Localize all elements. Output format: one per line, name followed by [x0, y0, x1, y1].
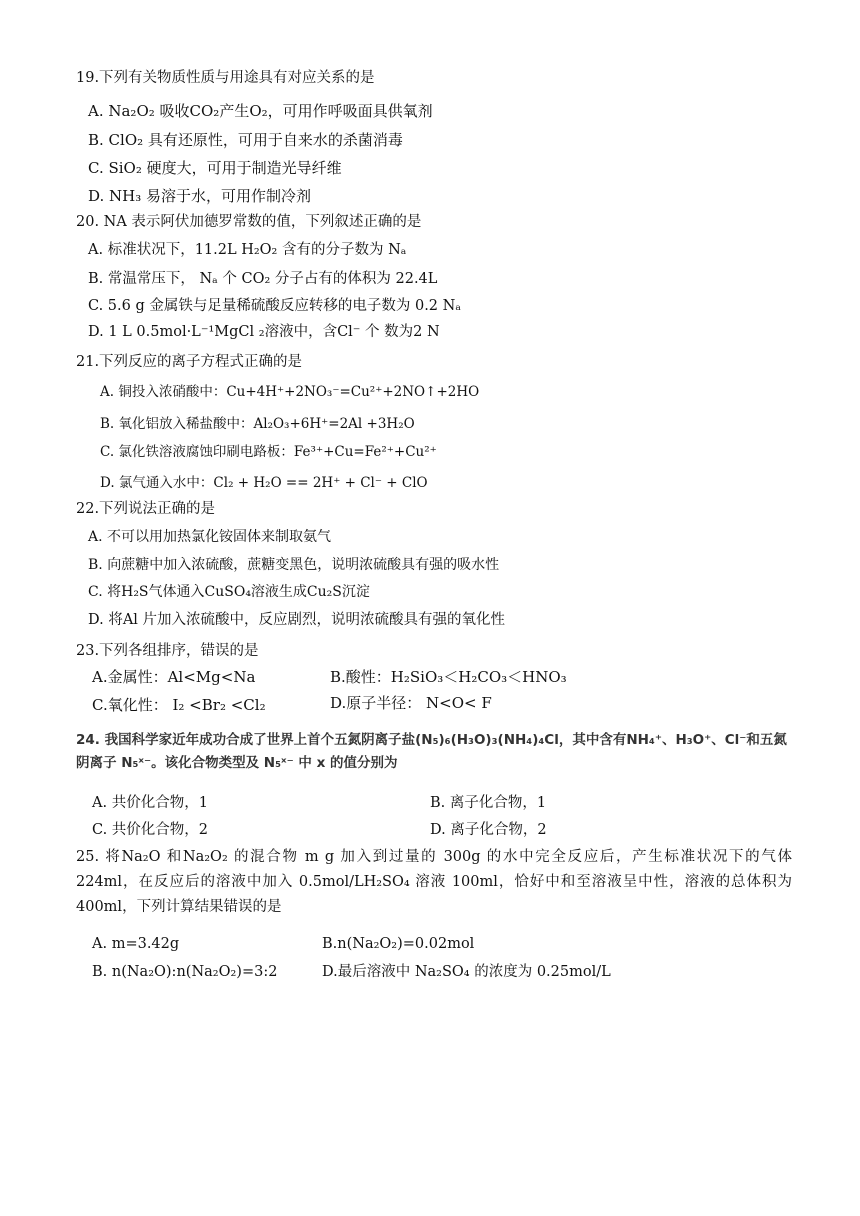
question-25-option-a: A. m=3.42g	[92, 936, 180, 952]
question-24-option-b: B. 离子化合物，1	[430, 795, 547, 811]
question-23-stem: 23.下列各组排序，错误的是	[76, 643, 259, 659]
question-20-option-b: B. 常温常压下， Nₐ 个 CO₂ 分子占有的体积为 22.4L	[88, 271, 438, 287]
question-24-option-a: A. 共价化合物，1	[92, 795, 208, 811]
question-23-option-c: C.氧化性： I₂ <Br₂ <Cl₂	[92, 696, 266, 714]
question-21-option-a: A. 铜投入浓硝酸中：Cu+4H⁺+2NO₃⁻=Cu²⁺+2NO↑+2HO	[100, 384, 480, 400]
question-22-option-d: D. 将Al 片加入浓硫酸中，反应剧烈，说明浓硫酸具有强的氧化性	[88, 612, 506, 628]
question-20-stem: 20. NA 表示阿伏加德罗常数的值，下列叙述正确的是	[76, 214, 422, 230]
question-25-option-d: D.最后溶液中 Na₂SO₄ 的浓度为 0.25mol/L	[322, 964, 611, 980]
question-19-stem: 19.下列有关物质性质与用途具有对应关系的是	[76, 70, 375, 86]
question-20-option-d: D. 1 L 0.5mol·L⁻¹MgCl ₂溶液中，含Cl⁻ 个 数为2 N	[88, 324, 440, 340]
question-23-option-b: B.酸性：H₂SiO₃＜H₂CO₃＜HNO₃	[330, 668, 567, 686]
question-22-option-c: C. 将H₂S气体通入CuSO₄溶液生成Cu₂S沉淀	[88, 584, 370, 600]
question-22-option-a: A. 不可以用加热氯化铵固体来制取氨气	[88, 529, 332, 545]
question-21-stem: 21.下列反应的离子方程式正确的是	[76, 354, 303, 370]
question-21-option-c: C. 氯化铁溶液腐蚀印刷电路板：Fe³⁺+Cu=Fe²⁺+Cu²⁺	[100, 444, 437, 460]
question-19-option-d: D. NH₃ 易溶于水，可用作制冷剂	[88, 187, 312, 205]
question-22-stem: 22.下列说法正确的是	[76, 501, 216, 517]
question-25-stem: 25. 将Na₂O 和Na₂O₂ 的混合物 m g 加入到过量的 300g 的水中完全反应后，产生标准状况下的气体 224ml，在反应后的溶液中加入 0.5mol/LH₂SO₄ 溶液 100ml，恰好中和至溶液呈中性，溶液的总体积为 400ml，下列计算结果错误的是	[76, 849, 792, 915]
question-24-option-d: D. 离子化合物，2	[430, 822, 547, 838]
question-24-option-c: C. 共价化合物，2	[92, 822, 209, 838]
question-23-option-d: D.原子半径： N<O< F	[330, 694, 492, 712]
question-20-option-c: C. 5.6 g 金属铁与足量稀硫酸反应转移的电子数为 0.2 Nₐ	[88, 298, 461, 314]
question-24-stem: 24. 我国科学家近年成功合成了世界上首个五氮阴离子盐(N₅)₆(H₃O)₃(NH₄)₄Cl，其中含有NH₄⁺、H₃O⁺、Cl⁻和五氮阴离子 N₅ˣ⁻。该化合物类型及 N₅ˣ⁻ 中 x 的值分别为	[76, 732, 787, 771]
question-21-option-d: D. 氯气通入水中：Cl₂ + H₂O == 2H⁺ + Cl⁻ + ClO	[100, 475, 428, 491]
question-21-option-b: B. 氧化铝放入稀盐酸中：Al₂O₃+6H⁺=2Al +3H₂O	[100, 416, 415, 432]
question-19-option-c: C. SiO₂ 硬度大，可用于制造光导纤维	[88, 159, 342, 177]
question-25-option-c: B. n(Na₂O):n(Na₂O₂)=3:2	[92, 964, 278, 980]
question-23-option-a: A.金属性：Al<Mg<Na	[92, 668, 256, 686]
question-19-option-a: A. Na₂O₂ 吸收CO₂产生O₂，可用作呼吸面具供氧剂	[88, 102, 433, 120]
question-22-option-b: B. 向蔗糖中加入浓硫酸，蔗糖变黑色，说明浓硫酸具有强的吸水性	[88, 557, 500, 573]
question-20-option-a: A. 标准状况下，11.2L H₂O₂ 含有的分子数为 Nₐ	[88, 242, 407, 258]
question-25-option-b: B.n(Na₂O₂)=0.02mol	[322, 936, 475, 952]
question-19-option-b: B. ClO₂ 具有还原性，可用于自来水的杀菌消毒	[88, 131, 403, 149]
